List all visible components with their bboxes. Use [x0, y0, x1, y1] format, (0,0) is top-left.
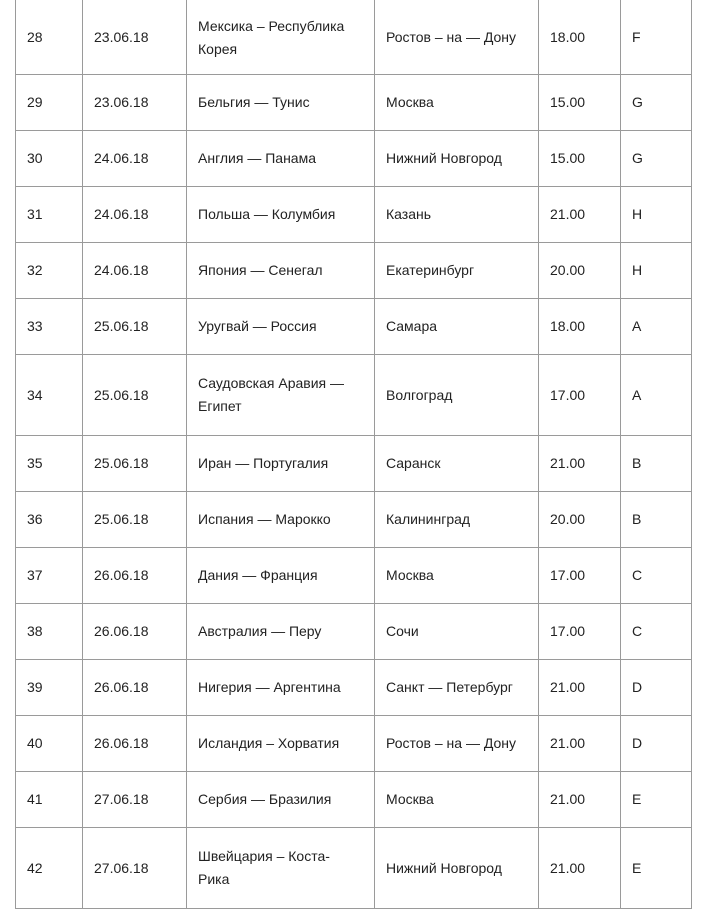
- match-teams-text: Япония — Сенегал: [198, 262, 323, 278]
- match-date-text: 27.06.18: [94, 859, 149, 876]
- match-teams-cell: [187, 355, 375, 436]
- match-number-text: 32: [27, 262, 43, 278]
- match-time-text: 17.00: [550, 386, 586, 403]
- match-city-text: Москва: [386, 791, 434, 807]
- match-number-cell: [16, 772, 83, 828]
- match-number-text: 28: [27, 29, 43, 45]
- match-group-text: H: [632, 206, 643, 222]
- match-group-cell: [621, 75, 692, 131]
- table-row: [16, 75, 692, 131]
- match-date-text: 26.06.18: [94, 567, 149, 583]
- match-time-text: 21.00: [550, 679, 586, 695]
- match-group-text: C: [632, 623, 643, 639]
- match-group-text: G: [632, 94, 643, 110]
- match-city-text: Саранск: [386, 455, 441, 471]
- match-time-text: 15.00: [550, 94, 586, 110]
- table-row: [16, 492, 692, 548]
- match-number-text: 29: [27, 94, 43, 110]
- match-time-cell: [539, 0, 621, 75]
- match-group-cell: [621, 436, 692, 492]
- match-date-cell: [83, 604, 187, 660]
- match-time-text: 20.00: [550, 262, 586, 278]
- match-number-text: 42: [27, 859, 43, 876]
- match-teams-text: Исландия – Хорватия: [198, 735, 340, 751]
- match-number-cell: [16, 131, 83, 187]
- match-teams-cell: [187, 299, 375, 355]
- table-row: [16, 716, 692, 772]
- match-group-text: E: [632, 791, 642, 807]
- match-teams-cell: [187, 828, 375, 909]
- table-row: [16, 828, 692, 909]
- match-number-cell: [16, 604, 83, 660]
- match-group-text: C: [632, 567, 643, 583]
- match-number-text: 35: [27, 455, 43, 471]
- match-date-cell: [83, 772, 187, 828]
- match-date-text: 25.06.18: [94, 318, 149, 334]
- match-date-cell: [83, 75, 187, 131]
- match-city-text: Москва: [386, 567, 434, 583]
- match-city-cell: [375, 131, 539, 187]
- match-time-text: 21.00: [550, 455, 586, 471]
- match-time-text: 20.00: [550, 511, 586, 527]
- match-schedule-table: [15, 0, 692, 909]
- match-date-text: 27.06.18: [94, 791, 149, 807]
- match-number-cell: [16, 716, 83, 772]
- match-time-cell: [539, 75, 621, 131]
- match-number-text: 34: [27, 386, 43, 403]
- match-city-cell: [375, 75, 539, 131]
- match-date-cell: [83, 716, 187, 772]
- match-teams-text: Саудовская Аравия — Египет: [198, 375, 344, 414]
- match-time-text: 21.00: [550, 791, 586, 807]
- match-teams-text: Нигерия — Аргентина: [198, 679, 341, 695]
- match-teams-cell: [187, 131, 375, 187]
- match-time-cell: [539, 548, 621, 604]
- match-date-cell: [83, 355, 187, 436]
- match-time-cell: [539, 355, 621, 436]
- match-teams-text: Сербия — Бразилия: [198, 791, 332, 807]
- match-city-text: Сочи: [386, 623, 419, 639]
- match-city-cell: [375, 0, 539, 75]
- match-group-text: D: [632, 679, 643, 695]
- match-time-text: 21.00: [550, 735, 586, 751]
- match-teams-cell: [187, 716, 375, 772]
- match-city-cell: [375, 492, 539, 548]
- match-date-text: 23.06.18: [94, 94, 149, 110]
- match-date-cell: [83, 243, 187, 299]
- match-time-text: 15.00: [550, 150, 586, 166]
- match-date-cell: [83, 548, 187, 604]
- match-city-cell: [375, 243, 539, 299]
- table-row: [16, 0, 692, 75]
- table-row: [16, 243, 692, 299]
- match-time-cell: [539, 772, 621, 828]
- match-teams-cell: [187, 0, 375, 75]
- match-group-text: G: [632, 150, 643, 166]
- match-time-cell: [539, 492, 621, 548]
- match-time-cell: [539, 131, 621, 187]
- match-group-cell: [621, 243, 692, 299]
- match-city-text: Санкт — Петербург: [386, 679, 513, 695]
- table-row: [16, 436, 692, 492]
- match-teams-text: Австралия — Перу: [198, 623, 322, 639]
- table-row: [16, 299, 692, 355]
- match-date-cell: [83, 187, 187, 243]
- match-time-text: 18.00: [550, 318, 586, 334]
- match-group-cell: [621, 660, 692, 716]
- match-number-cell: [16, 660, 83, 716]
- match-teams-text: Уругвай — Россия: [198, 318, 317, 334]
- match-time-cell: [539, 660, 621, 716]
- match-group-text: D: [632, 735, 643, 751]
- match-number-cell: [16, 299, 83, 355]
- match-city-text: Волгоград: [386, 386, 453, 403]
- match-city-text: Екатеринбург: [386, 262, 475, 278]
- match-teams-text: Бельгия — Тунис: [198, 94, 310, 110]
- table-row: [16, 131, 692, 187]
- match-number-cell: [16, 548, 83, 604]
- match-date-text: 26.06.18: [94, 679, 149, 695]
- match-teams-cell: [187, 187, 375, 243]
- match-group-cell: [621, 355, 692, 436]
- match-group-cell: [621, 772, 692, 828]
- match-city-text: Казань: [386, 206, 432, 222]
- match-teams-cell: [187, 436, 375, 492]
- match-group-cell: [621, 187, 692, 243]
- match-number-cell: [16, 355, 83, 436]
- match-number-text: 33: [27, 318, 43, 334]
- match-date-cell: [83, 492, 187, 548]
- table-row: [16, 772, 692, 828]
- match-number-cell: [16, 0, 83, 75]
- match-city-text: Нижний Новгород: [386, 859, 502, 876]
- match-number-text: 36: [27, 511, 43, 527]
- match-date-cell: [83, 828, 187, 909]
- match-group-text: B: [632, 511, 642, 527]
- match-city-text: Ростов – на — Дону: [386, 735, 517, 751]
- match-date-text: 26.06.18: [94, 623, 149, 639]
- match-date-text: 23.06.18: [94, 29, 149, 45]
- match-number-text: 41: [27, 791, 43, 807]
- match-teams-text: Швейцария – Коста- Рика: [198, 848, 330, 887]
- match-teams-text: Иран — Португалия: [198, 455, 329, 471]
- match-group-cell: [621, 716, 692, 772]
- match-city-cell: [375, 355, 539, 436]
- match-teams-cell: [187, 604, 375, 660]
- match-group-text: F: [632, 29, 641, 45]
- schedule-body: [16, 0, 692, 909]
- match-city-cell: [375, 772, 539, 828]
- match-teams-text: Дания — Франция: [198, 567, 318, 583]
- match-time-cell: [539, 828, 621, 909]
- match-time-text: 17.00: [550, 567, 586, 583]
- match-city-text: Калининград: [386, 511, 471, 527]
- match-date-cell: [83, 131, 187, 187]
- table-row: [16, 355, 692, 436]
- match-city-cell: [375, 660, 539, 716]
- match-group-cell: [621, 299, 692, 355]
- match-date-text: 26.06.18: [94, 735, 149, 751]
- table-row: [16, 187, 692, 243]
- match-number-text: 39: [27, 679, 43, 695]
- match-city-cell: [375, 299, 539, 355]
- match-time-cell: [539, 187, 621, 243]
- table-row: [16, 660, 692, 716]
- match-teams-cell: [187, 492, 375, 548]
- match-time-cell: [539, 604, 621, 660]
- match-city-cell: [375, 828, 539, 909]
- match-number-text: 31: [27, 206, 43, 222]
- match-date-text: 24.06.18: [94, 206, 149, 222]
- match-teams-cell: [187, 548, 375, 604]
- match-teams-text: Испания — Марокко: [198, 511, 331, 527]
- match-group-cell: [621, 131, 692, 187]
- match-date-text: 25.06.18: [94, 511, 149, 527]
- match-date-text: 25.06.18: [94, 455, 149, 471]
- match-group-cell: [621, 828, 692, 909]
- match-time-cell: [539, 243, 621, 299]
- match-number-cell: [16, 187, 83, 243]
- match-time-text: 21.00: [550, 206, 586, 222]
- table-row: [16, 548, 692, 604]
- match-number-cell: [16, 436, 83, 492]
- match-number-text: 38: [27, 623, 43, 639]
- match-group-cell: [621, 492, 692, 548]
- match-date-cell: [83, 660, 187, 716]
- match-group-text: A: [632, 318, 642, 334]
- match-date-text: 24.06.18: [94, 150, 149, 166]
- match-date-text: 24.06.18: [94, 262, 149, 278]
- match-date-cell: [83, 436, 187, 492]
- match-time-text: 18.00: [550, 29, 586, 45]
- match-number-cell: [16, 243, 83, 299]
- match-teams-cell: [187, 75, 375, 131]
- match-number-text: 30: [27, 150, 43, 166]
- match-teams-text: Польша — Колумбия: [198, 206, 336, 222]
- match-city-cell: [375, 716, 539, 772]
- match-city-cell: [375, 548, 539, 604]
- match-group-text: E: [632, 859, 642, 876]
- match-city-cell: [375, 187, 539, 243]
- match-number-text: 40: [27, 735, 43, 751]
- match-number-cell: [16, 828, 83, 909]
- match-time-cell: [539, 299, 621, 355]
- match-group-text: H: [632, 262, 643, 278]
- match-date-cell: [83, 0, 187, 75]
- match-group-cell: [621, 0, 692, 75]
- match-teams-cell: [187, 243, 375, 299]
- match-time-cell: [539, 716, 621, 772]
- match-group-cell: [621, 604, 692, 660]
- match-city-text: Нижний Новгород: [386, 150, 502, 166]
- match-city-text: Ростов – на — Дону: [386, 29, 517, 45]
- match-city-cell: [375, 604, 539, 660]
- match-time-cell: [539, 436, 621, 492]
- match-date-cell: [83, 299, 187, 355]
- match-city-text: Самара: [386, 318, 438, 334]
- match-time-text: 21.00: [550, 859, 586, 876]
- match-date-text: 25.06.18: [94, 386, 149, 403]
- match-teams-text: Англия — Панама: [198, 150, 316, 166]
- match-city-cell: [375, 436, 539, 492]
- match-number-text: 37: [27, 567, 43, 583]
- match-city-text: Москва: [386, 94, 434, 110]
- table-row: [16, 604, 692, 660]
- match-number-cell: [16, 492, 83, 548]
- match-group-text: B: [632, 455, 642, 471]
- match-group-text: A: [632, 386, 642, 403]
- match-teams-text: Мексика – Республика Корея: [198, 17, 345, 57]
- match-number-cell: [16, 75, 83, 131]
- match-group-cell: [621, 548, 692, 604]
- match-teams-cell: [187, 772, 375, 828]
- match-teams-cell: [187, 660, 375, 716]
- match-time-text: 17.00: [550, 623, 586, 639]
